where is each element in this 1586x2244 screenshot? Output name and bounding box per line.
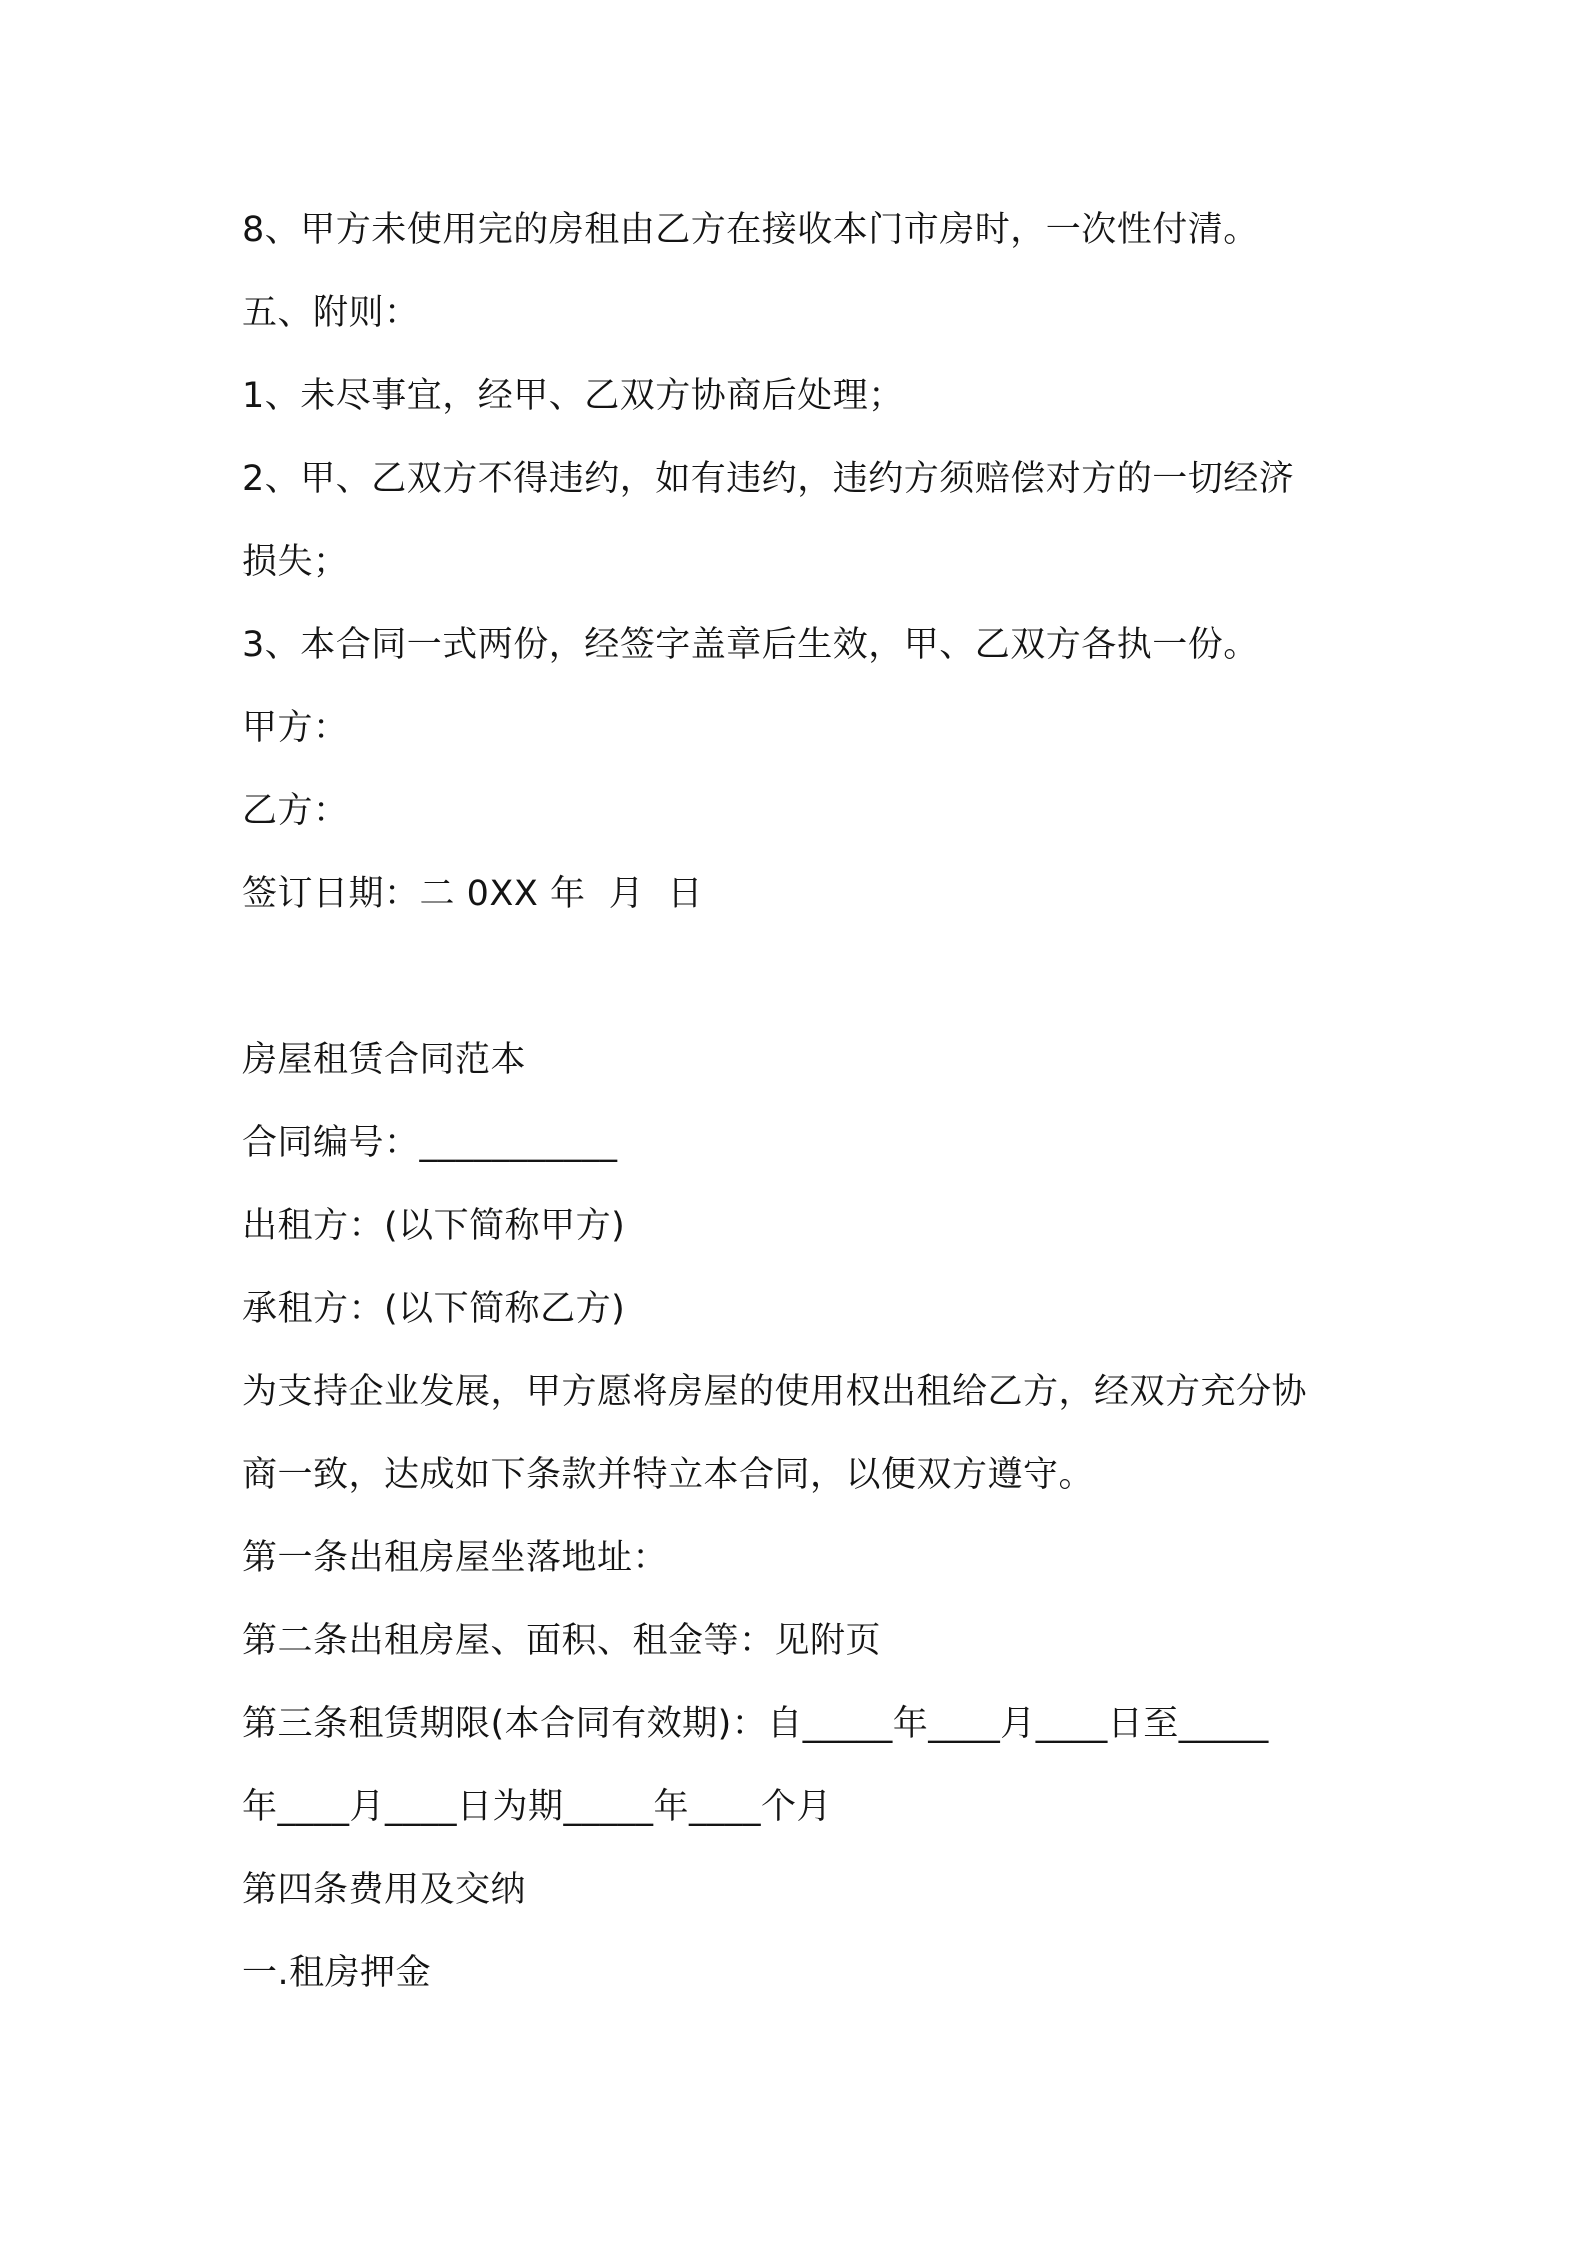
lessor-line: 出租方：(以下简称甲方) <box>242 1206 626 1246</box>
party-a-signature-line: 甲方： <box>242 708 349 748</box>
supplementary-clause-1: 1、未尽事宜，经甲、乙双方协商后处理； <box>242 376 904 416</box>
supplementary-clause-2: 2、甲、乙双方不得违约，如有违约，违约方须赔偿对方的一切经济 <box>242 459 1295 499</box>
clause-8-rent-settlement: 8、甲方未使用完的房租由乙方在接收本门市房时，一次性付清。 <box>242 210 1259 250</box>
contract-number-line: 合同编号：___________ <box>242 1123 618 1163</box>
contract-title: 房屋租赁合同范本 <box>242 1040 527 1080</box>
party-b-signature-line: 乙方： <box>242 791 349 831</box>
article-2-area-rent: 第二条出租房屋、面积、租金等：见附页 <box>242 1621 882 1661</box>
supplementary-clause-3: 3、本合同一式两份，经签字盖章后生效，甲、乙双方各执一份。 <box>242 625 1259 665</box>
section-heading-supplementary: 五、附则： <box>242 293 420 333</box>
article-3-lease-term: 第三条租赁期限(本合同有效期)：自_____年____月____日至_____ <box>242 1704 1269 1744</box>
article-1-address: 第一条出租房屋坐落地址： <box>242 1538 669 1578</box>
article-4-fees-heading: 第四条费用及交纳 <box>242 1870 527 1910</box>
supplementary-clause-2-continued: 损失； <box>242 542 349 582</box>
preamble-paragraph: 为支持企业发展，甲方愿将房屋的使用权出租给乙方，经双方充分协 <box>242 1372 1308 1412</box>
article-3-lease-term-continued: 年____月____日为期_____年____个月 <box>242 1787 833 1827</box>
signing-date-line: 签订日期：二 0XX 年 月 日 <box>242 874 703 914</box>
deposit-subheading: 一.租房押金 <box>242 1953 432 1993</box>
lessee-line: 承租方：(以下简称乙方) <box>242 1289 626 1329</box>
preamble-paragraph-continued: 商一致，达成如下条款并特立本合同，以便双方遵守。 <box>242 1455 1095 1495</box>
